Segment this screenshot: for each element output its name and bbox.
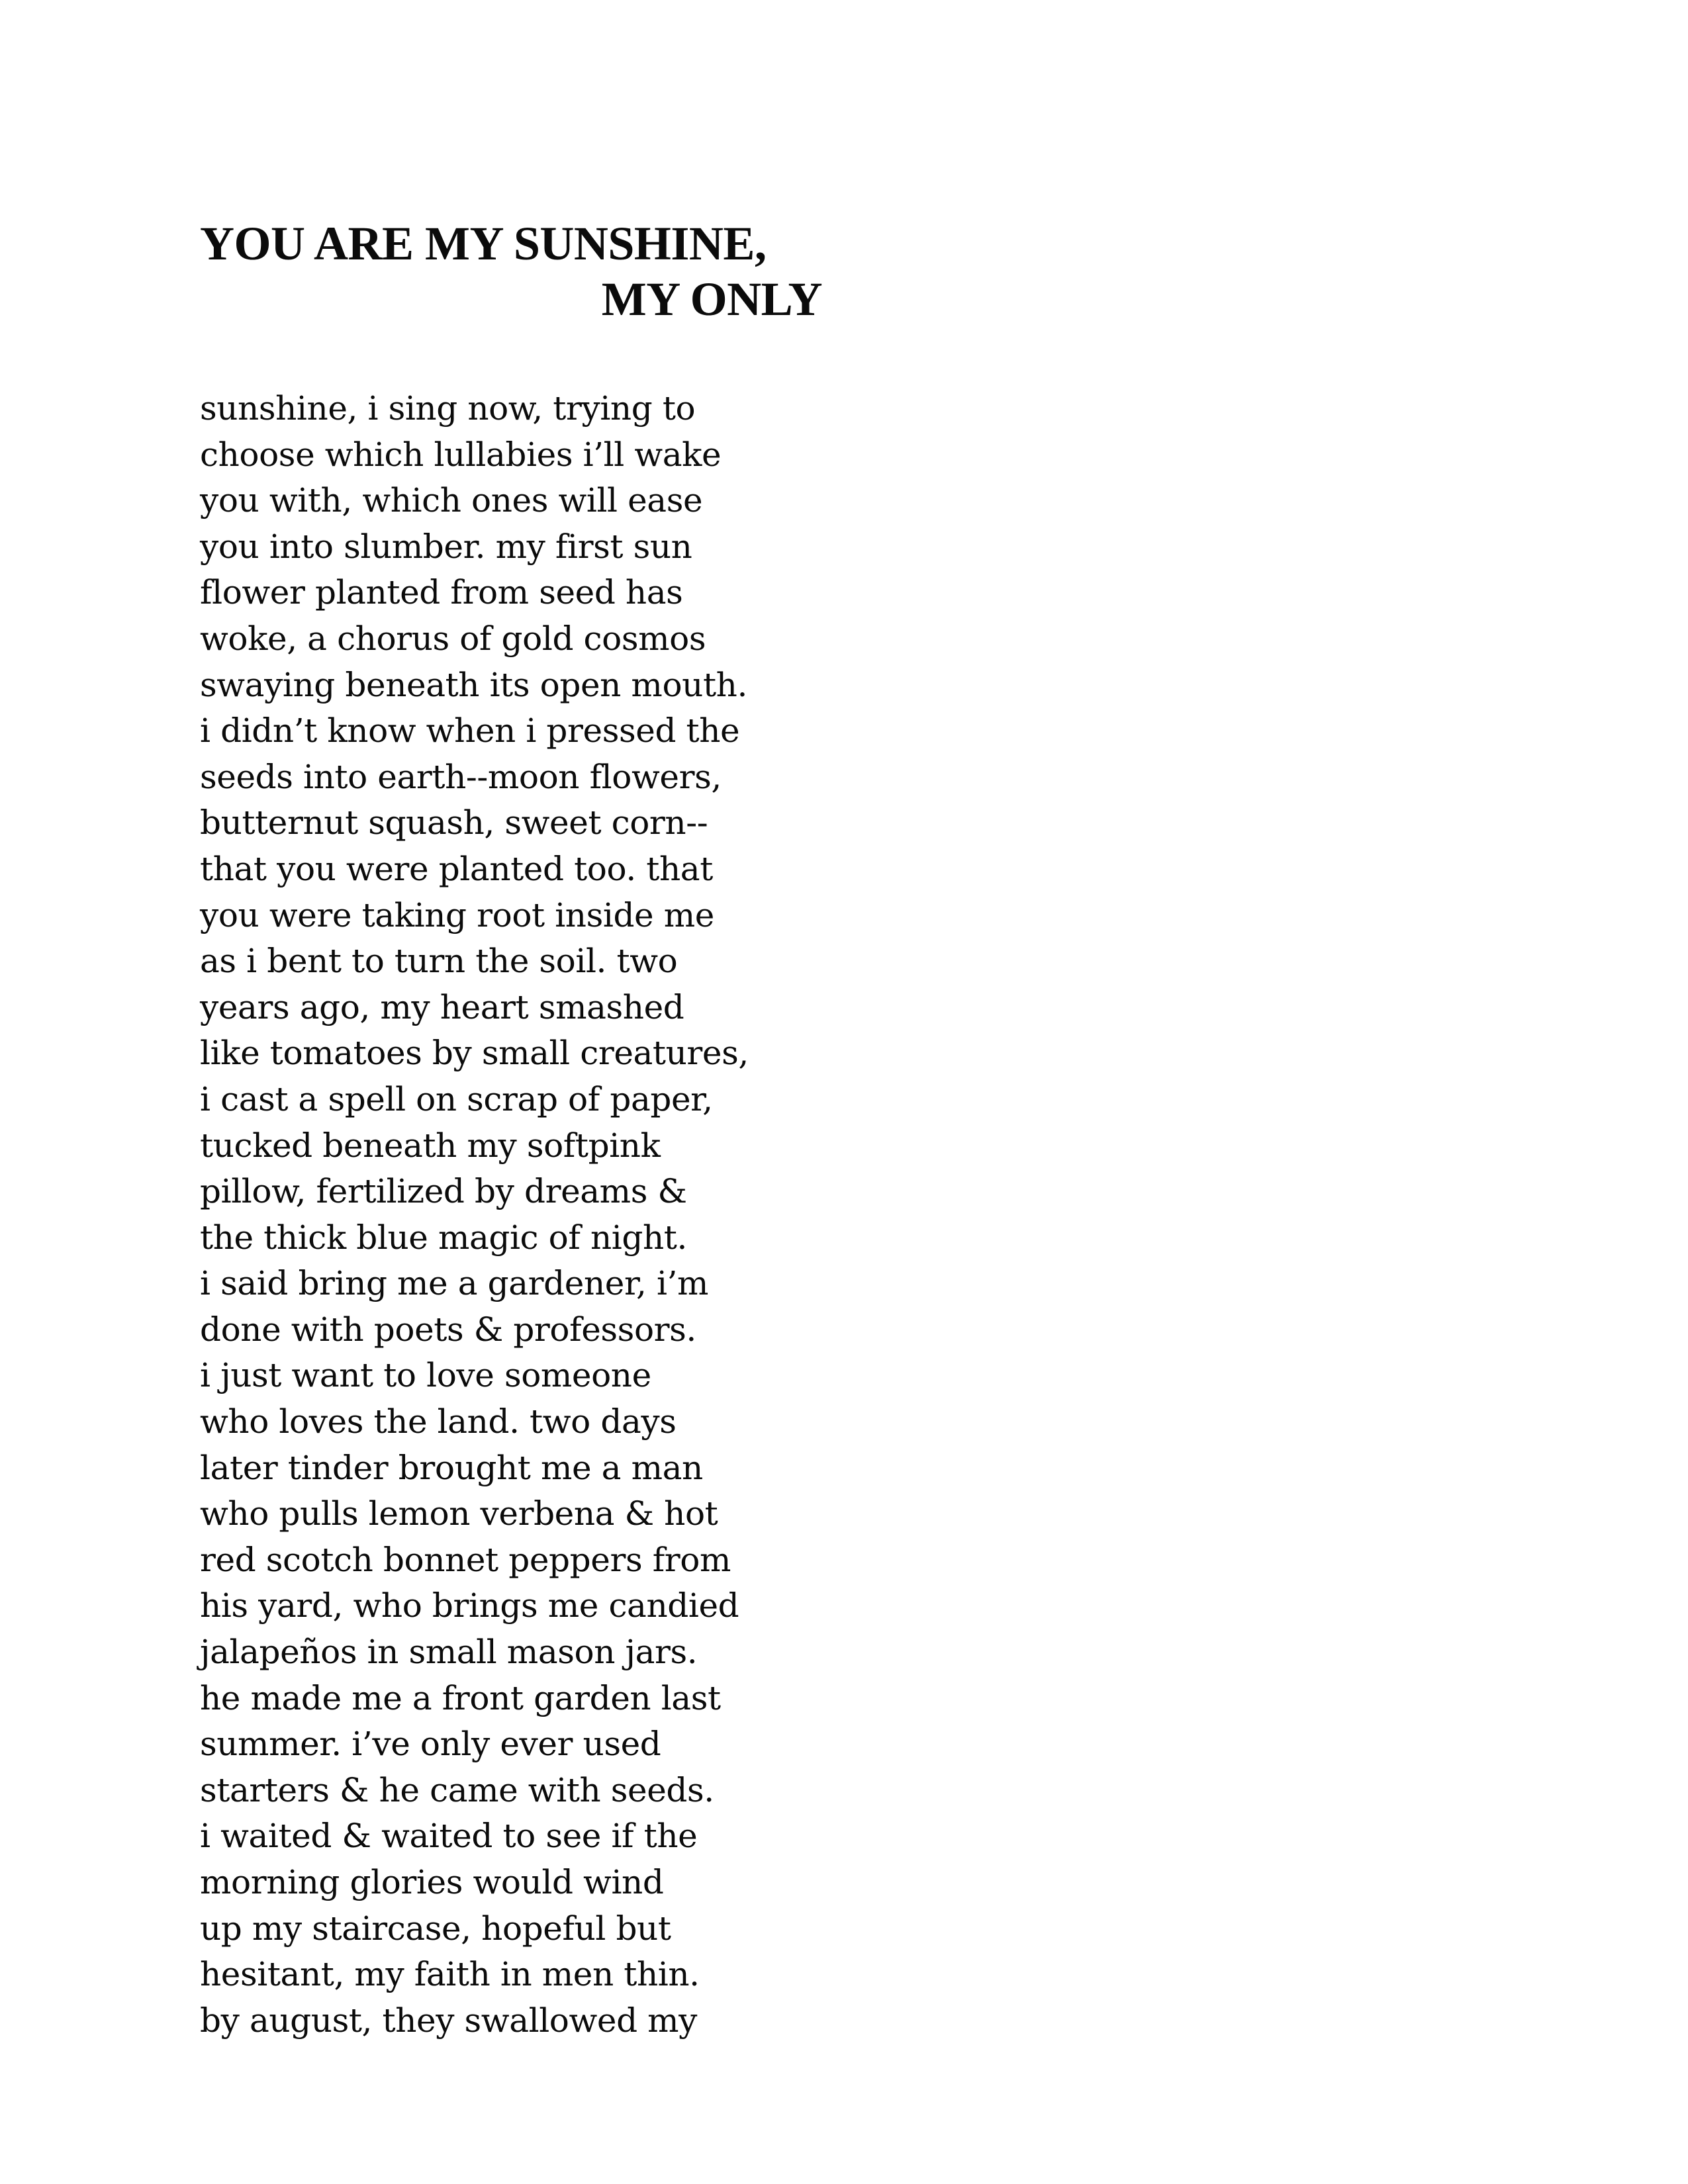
poem-line: i cast a spell on scrap of paper,: [200, 1079, 713, 1118]
poem-line: starters & he came with seeds.: [200, 1770, 714, 1809]
poem-line: he made me a front garden last: [200, 1678, 721, 1717]
poem-line: butternut squash, sweet corn--: [200, 803, 708, 842]
poem-line: the thick blue magic of night.: [200, 1218, 687, 1257]
poem-line: you into slumber. my first sun: [200, 527, 692, 566]
poem-line: woke, a chorus of gold cosmos: [200, 619, 706, 658]
poem-line: sunshine, i sing now, trying to: [200, 389, 696, 428]
poem-line: summer. i’ve only ever used: [200, 1725, 661, 1764]
poem-title: [200, 216, 822, 327]
poem-title-line-1: YOU ARE MY SUNSHINE,: [200, 217, 767, 270]
poem-line: hesitant, my faith in men thin.: [200, 1955, 700, 1994]
poem-line: who loves the land. two days: [200, 1402, 677, 1441]
poem-line: like tomatoes by small creatures,: [200, 1034, 749, 1073]
poem-line: you with, which ones will ease: [200, 481, 703, 520]
poem-line: who pulls lemon verbena & hot: [200, 1494, 718, 1533]
poem-line: choose which lullabies i’ll wake: [200, 435, 722, 474]
poem-line: that you were planted too. that: [200, 849, 713, 888]
poem-line: seeds into earth--moon flowers,: [200, 757, 722, 796]
poem-line: by august, they swallowed my: [200, 2001, 698, 2040]
poem-line: i didn’t know when i pressed the: [200, 711, 740, 751]
poem-line: you were taking root inside me: [200, 895, 714, 934]
poem-line: red scotch bonnet peppers from: [200, 1540, 731, 1579]
poem-line: his yard, who brings me candied: [200, 1586, 739, 1625]
poem-line: pillow, fertilized by dreams &: [200, 1172, 687, 1211]
poem-line: years ago, my heart smashed: [200, 987, 684, 1026]
poem-title-line-2: MY ONLY: [601, 273, 822, 326]
poem-line: i waited & waited to see if the: [200, 1817, 698, 1856]
poem-body: [200, 386, 928, 2044]
poem-line: swaying beneath its open mouth.: [200, 665, 747, 704]
poem-line: morning glories would wind: [200, 1863, 664, 1901]
poem-line: i just want to love someone: [200, 1356, 651, 1395]
poem-line: later tinder brought me a man: [200, 1448, 703, 1487]
poem-line: tucked beneath my softpink: [200, 1126, 661, 1165]
poem-line: up my staircase, hopeful but: [200, 1909, 671, 1948]
poem-line: flower planted from seed has: [200, 573, 683, 612]
poem-line: i said bring me a gardener, i’m: [200, 1264, 709, 1303]
poem-line: jalapeños in small mason jars.: [200, 1633, 698, 1672]
poem-line: as i bent to turn the soil. two: [200, 942, 678, 981]
poem-line: done with poets & professors.: [200, 1310, 696, 1349]
